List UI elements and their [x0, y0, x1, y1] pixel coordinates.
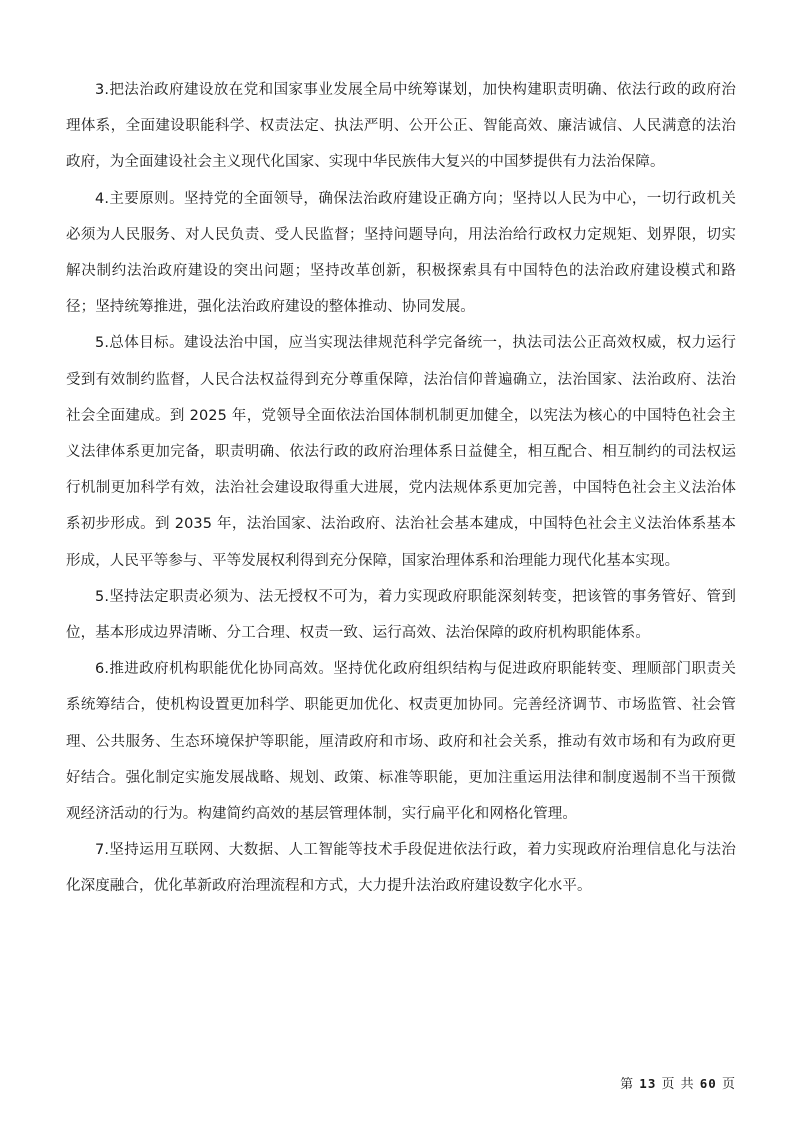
document-body — [66, 0, 736, 905]
current-page-number: 13 — [639, 1076, 657, 1091]
page-number-footer — [620, 1073, 736, 1092]
footer-suffix: 页 — [721, 1077, 736, 1092]
footer-prefix: 第 — [620, 1077, 635, 1092]
paragraph-5-duty: 5.坚持法定职责必须为、法无授权不可为，着力实现政府职能深刻转变，把该管的事务管好、管到位，基本形成边界清晰、分工合理、权责一致、运行高效、法治保障的政府机构职能体系。 — [66, 588, 736, 642]
footer-mid: 页 共 — [661, 1077, 695, 1092]
paragraph-4: 4.主要原则。坚持党的全面领导，确保法治政府建设正确方向；坚持以人民为中心，一切行政机关必须为人民服务、对人民负责、受人民监督；坚持问题导向，用法治给行政权力定规矩、划界限，切实解决制约法治政府建设的突出问题；坚持改革创新，积极探索具有中国特色的法治政府建设模式和路径；坚持统筹推进，强化法治政府建设的整体推动、协同发展。 — [66, 190, 736, 316]
total-pages-number: 60 — [699, 1076, 717, 1091]
paragraph-7: 7.坚持运用互联网、大数据、人工智能等技术手段促进依法行政，着力实现政府治理信息化与法治化深度融合，优化革新政府治理流程和方式，大力提升法治政府建设数字化水平。 — [66, 842, 736, 895]
paragraph-5-goal: 5.总体目标。建设法治中国，应当实现法律规范科学完备统一，执法司法公正高效权威，权力运行受到有效制约监督，人民合法权益得到充分尊重保障，法治信仰普遍确立，法治国家、法治政府、法治社会全面建成。到 2025 年，党领导全面依法治国体制机制更加健全，以宪法为核心的中国特色社会主义法律体系更加完备，职责明确、依法行政的政府治理体系日益健全，相互配合、相互制约的司法权运行机制更加科学有效，法治社会建设取得重大进展，党内法规体系更加完善，中国特色社会主义法治体系初步形成。到 2035 年，法治国家、法治政府、法治社会基本建成，中国特色社会主义法治体系基本形成，人民平等参与、平等发展权利得到充分保障，国家治理体系和治理能力现代化基本实现。 — [66, 335, 736, 569]
document-page — [66, 0, 736, 1132]
paragraph-6: 6.推进政府机构职能优化协同高效。坚持优化政府组织结构与促进政府职能转变、理顺部门职责关系统筹结合，使机构设置更加科学、职能更加优化、权责更加协同。完善经济调节、市场监管、社会管理、公共服务、生态环境保护等职能，厘清政府和市场、政府和社会关系，推动有效市场和有为政府更好结合。强化制定实施发展战略、规划、政策、标准等职能，更加注重运用法律和制度遏制不当干预微观经济活动的行为。构建简约高效的基层管理体制，实行扁平化和网格化管理。 — [66, 661, 736, 823]
paragraph-3: 3.把法治政府建设放在党和国家事业发展全局中统筹谋划，加快构建职责明确、依法行政的政府治理体系，全面建设职能科学、权责法定、执法严明、公开公正、智能高效、廉洁诚信、人民满意的法治政府，为全面建设社会主义现代化国家、实现中华民族伟大复兴的中国梦提供有力法治保障。 — [66, 82, 736, 171]
